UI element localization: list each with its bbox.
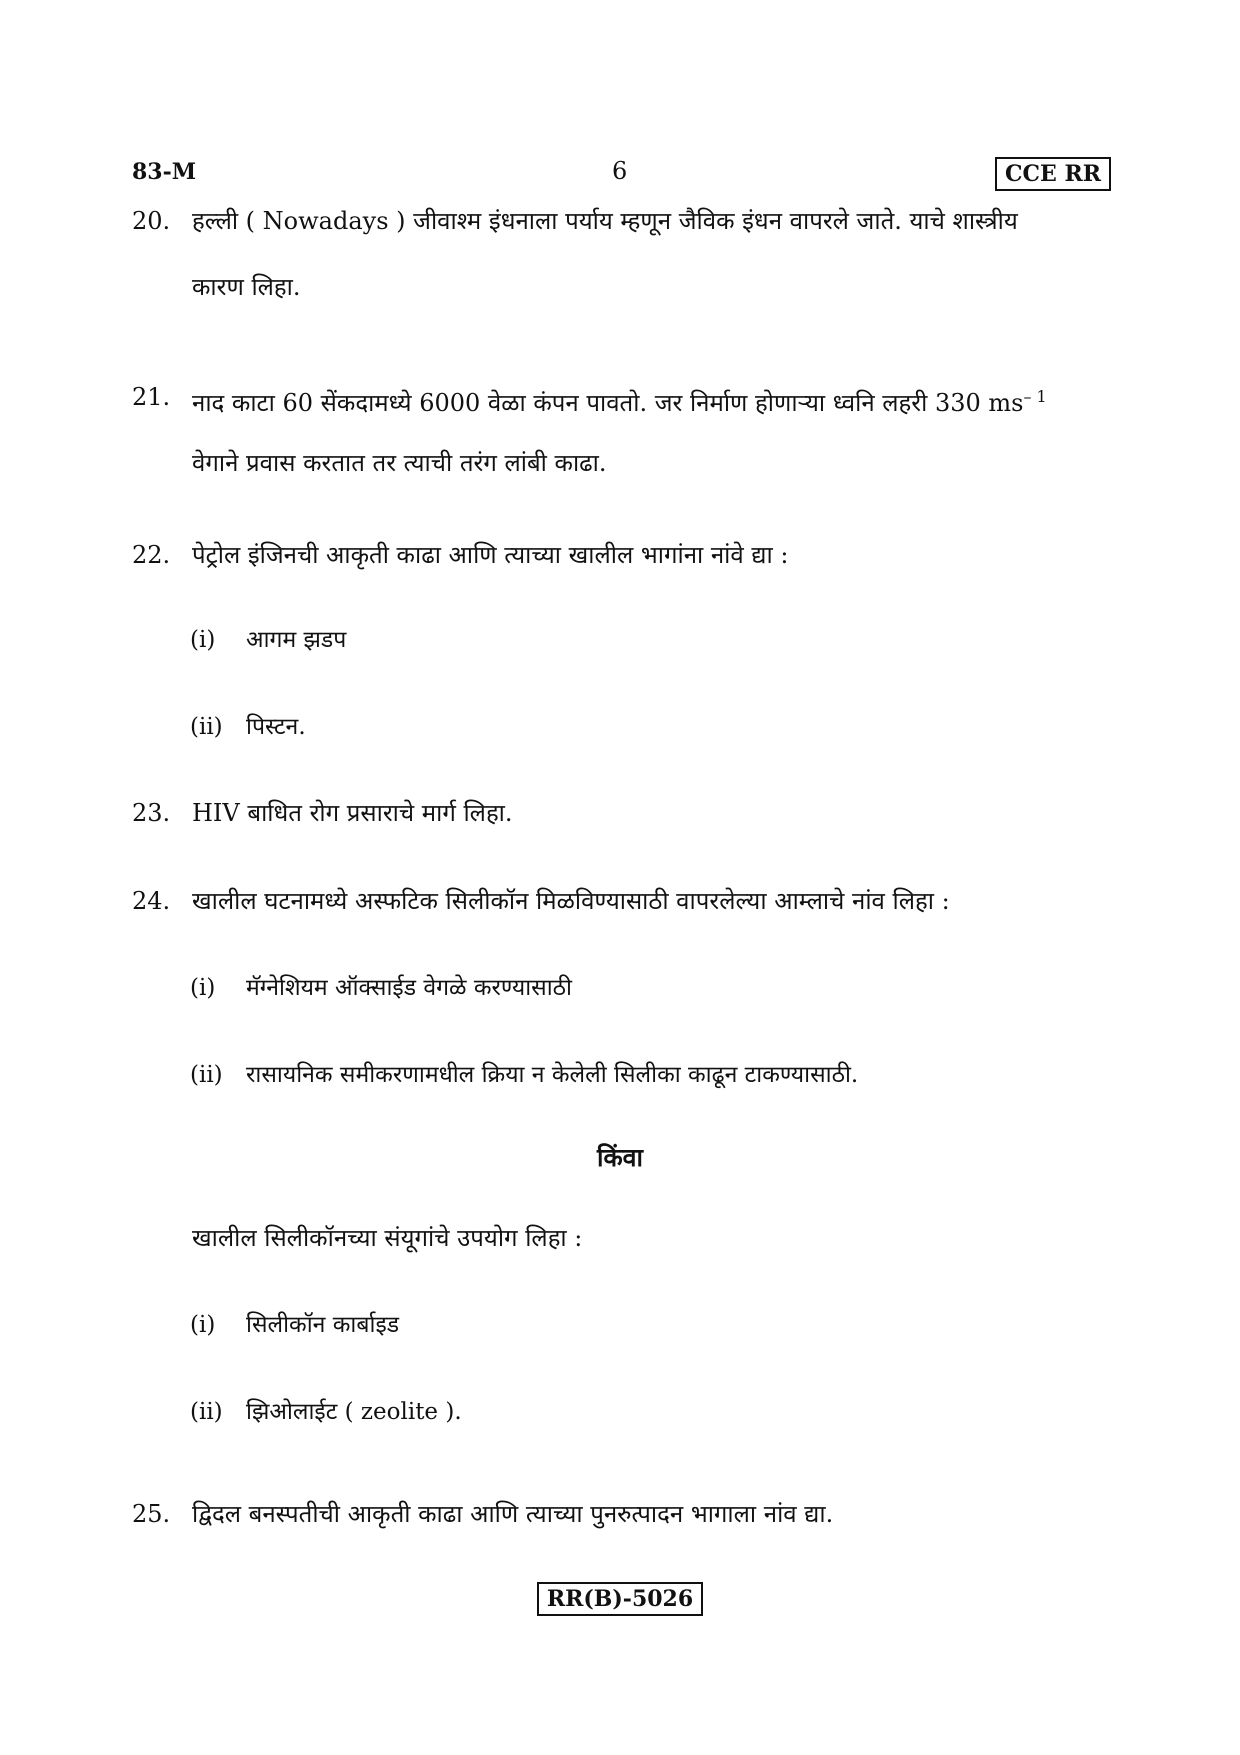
roman-numeral: (i) xyxy=(190,975,216,1001)
question-number: 24. xyxy=(132,887,171,915)
sub-item-text: रासायनिक समीकरणामधील क्रिया न केलेली सिलीका काढून टाकण्यासाठी. xyxy=(246,1062,859,1088)
paper-code: 83-M xyxy=(132,159,197,185)
question-number: 21. xyxy=(132,383,171,411)
sub-item xyxy=(190,968,572,1008)
roman-numeral: (ii) xyxy=(190,1062,223,1088)
sub-item-text: सिलीकॉन कार्बाइड xyxy=(246,1312,400,1338)
question-22 xyxy=(132,522,1122,588)
sub-item xyxy=(190,1305,399,1345)
alternative-question-text: खालील सिलीकॉनच्या संयूगांचे उपयोग लिहा : xyxy=(192,1224,583,1252)
question-20 xyxy=(132,188,1122,320)
sub-item-text: झिओलाईट ( zeolite ). xyxy=(246,1399,462,1425)
exam-code-box: CCE RR xyxy=(995,157,1111,191)
roman-numeral: (i) xyxy=(190,1312,216,1338)
question-text-cont: वेगाने प्रवास करतात तर त्याची तरंग लांबी काढा. xyxy=(192,449,607,477)
unit-exponent: – 1 xyxy=(1023,387,1047,406)
sub-item xyxy=(190,620,346,660)
question-25 xyxy=(132,1481,1122,1547)
roman-numeral: (i) xyxy=(190,627,216,653)
question-24 xyxy=(132,868,1122,934)
sub-item-text: मॅग्नेशियम ऑक्साईड वेगळे करण्यासाठी xyxy=(246,975,572,1001)
footer-code-box: RR(B)-5026 xyxy=(537,1582,703,1616)
sub-item xyxy=(190,707,306,747)
sub-item-text: आगम झडप xyxy=(246,627,347,653)
question-text: HIV बाधित रोग प्रसाराचे मार्ग लिहा. xyxy=(192,799,513,827)
question-text: खालील घटनामध्ये अस्फटिक सिलीकॉन मिळविण्यासाठी वापरलेल्या आम्लाचे नांव लिहा : xyxy=(192,887,950,915)
page-number: 6 xyxy=(612,157,628,185)
question-text: पेट्रोल इंजिनची आकृती काढा आणि त्याच्या खालील भागांना नांवे द्या : xyxy=(192,541,789,569)
sub-item xyxy=(190,1392,462,1432)
question-21 xyxy=(132,364,1122,496)
question-text-main: नाद काटा 60 सेंकदामध्ये 6000 वेळा कंपन पावतो. जर निर्माण होणाऱ्या ध्वनि लहरी 330 ms xyxy=(192,389,1024,417)
or-separator: किंवा xyxy=(596,1143,644,1172)
roman-numeral: (ii) xyxy=(190,1399,223,1425)
page-footer xyxy=(0,1582,1240,1616)
roman-numeral: (ii) xyxy=(190,714,223,740)
sub-item xyxy=(190,1055,858,1095)
question-number: 25. xyxy=(132,1500,171,1528)
question-number: 23. xyxy=(132,799,171,827)
sub-item-text: पिस्टन. xyxy=(246,714,306,740)
question-text: हल्ली ( Nowadays ) जीवाश्म इंधनाला पर्याय म्हणून जैविक इंधन वापरले जाते. याचे शास्त्रीय xyxy=(192,207,1018,235)
question-text: द्विदल बनस्पतीची आकृती काढा आणि त्याच्या पुनरुत्पादन भागाला नांव द्या. xyxy=(192,1500,834,1528)
question-number: 22. xyxy=(132,541,171,569)
question-number: 20. xyxy=(132,207,171,235)
question-text xyxy=(192,364,1122,436)
question-23 xyxy=(132,780,1122,846)
question-text-cont: कारण लिहा. xyxy=(192,273,301,301)
